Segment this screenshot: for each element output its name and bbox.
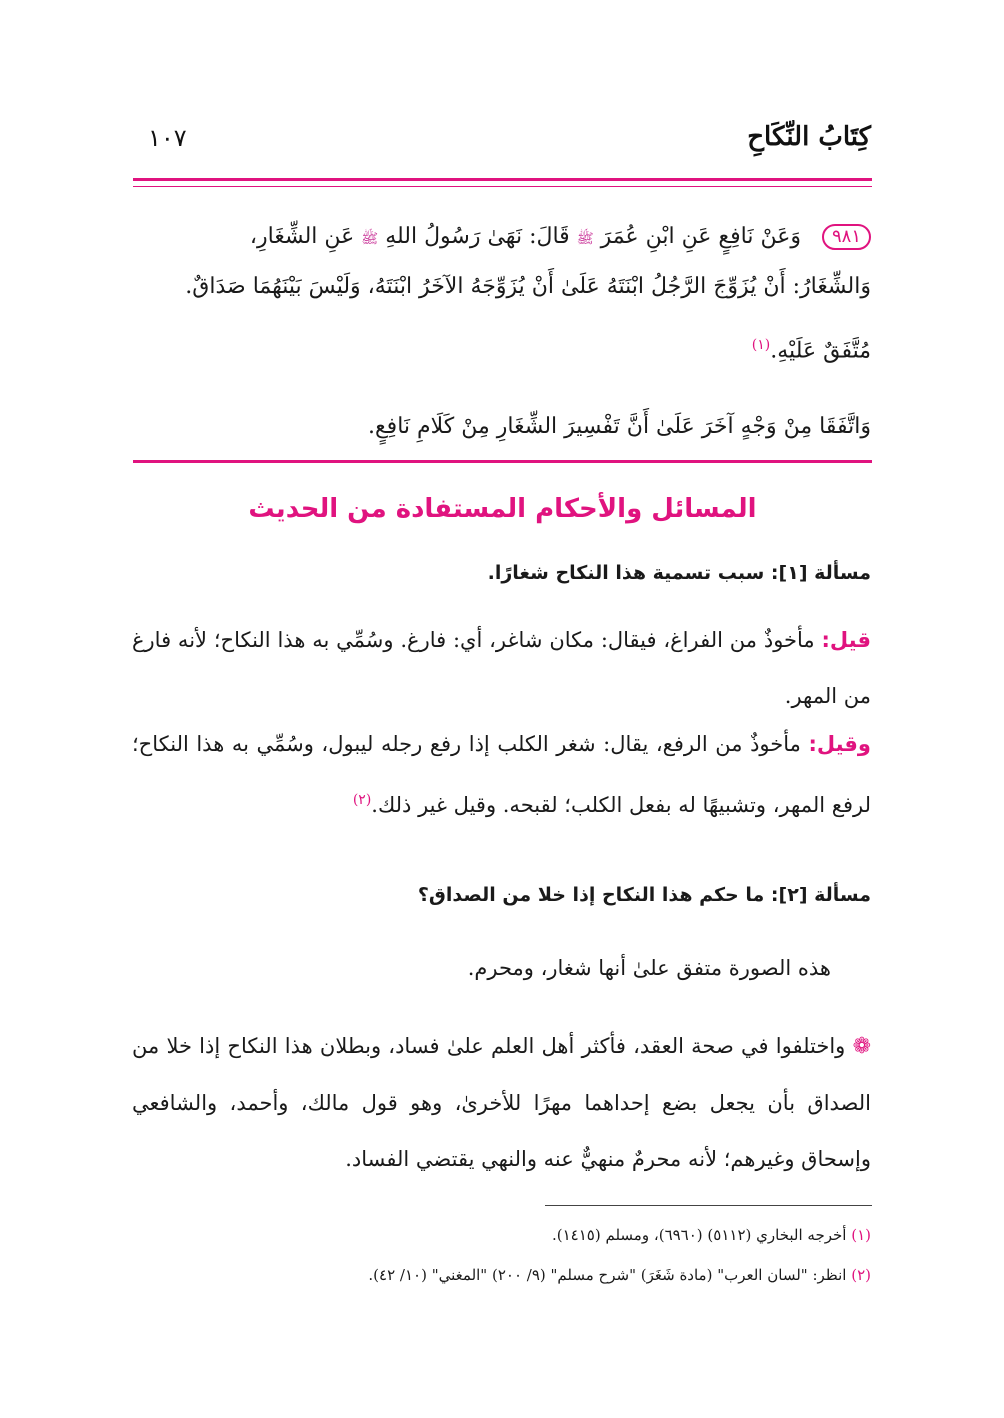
radiya-glyph: ﷺ (576, 231, 594, 247)
section-title: المسائل والأحكام المستفادة من الحديث (248, 494, 757, 524)
hadith-line-4: وَاتَّفَقَا مِنْ وَجْهٍ آخَرَ عَلَىٰ أَنَّ تَفْسِيرَ الشِّغَارِ مِنْ كَلَامِ نَافِعٍ. (367, 414, 871, 439)
footnote-ref: (٢) (352, 792, 372, 808)
footnote-number: (١) (851, 1226, 871, 1244)
question-text: سبب تسمية هذا النكاح شغارًا. (487, 562, 765, 584)
header-rule (133, 178, 872, 181)
salla-glyph: ﷺ (361, 231, 379, 247)
footnote-1 (132, 1226, 871, 1244)
flower-icon: ❁ (852, 1034, 871, 1059)
hadith-text: مُتَّفَقٌ عَلَيْهِ. (770, 338, 871, 364)
keyword: وقيل: (808, 732, 871, 756)
hadith-number-badge: ٩٨١ (822, 224, 871, 250)
page-number: ١٠٧ (148, 124, 187, 152)
hadith-text: وَعَنْ نَافِعٍ عَنِ ابْنِ عُمَرَ (600, 224, 801, 249)
question-1 (132, 562, 871, 584)
question-label: مسألة [١]: (770, 562, 871, 584)
footnote-text: انظر: "لسان العرب" (مادة شَغَرَ) "شرح مسلم" (٩/ ٢٠٠) "المغني" (١٠/ ٤٢). (368, 1266, 847, 1284)
paragraph-text: مأخوذٌ من الرفع، يقال: شغر الكلب إذا رفع رجله ليبول، وسُمِّي به هذا النكاح؛ لرفع المهر، وتشبيهًا له بفعل الكلب؛ لقبحه. وقيل غير ذلك. (132, 732, 871, 817)
header-rule-thin (133, 186, 872, 187)
book-title: كِتَابُ النِّكَاحِ (747, 122, 871, 152)
section-rule (133, 460, 872, 463)
hadith-text: عَنِ الشِّغَارِ، (249, 224, 355, 249)
paragraph-text: واختلفوا في صحة العقد، فأكثر أهل العلم علىٰ فساد، وبطلان هذا النكاح إذا خلا من الصداق بأن يجعل بضع إحداهما مهرًا للأخرىٰ، وهو قول مالك، وأحمد، والشافعي وإسحاق وغيرهم؛ لأنه محرمٌ منهيٌّ عنه والنهي يقتضي الفساد. (132, 1034, 871, 1171)
footnote-text: أخرجه البخاري (٥١١٢) (٦٩٦٠)، ومسلم (١٤١٥). (552, 1226, 847, 1244)
paragraph-4 (132, 1018, 871, 1187)
footnote-ref: (١) (751, 337, 771, 353)
paragraph-2 (132, 716, 871, 833)
question-label: مسألة [٢]: (770, 884, 871, 906)
hadith-text: قَالَ: نَهَىٰ رَسُولُ اللهِ (385, 224, 570, 249)
question-2 (132, 884, 871, 906)
hadith-line-1 (132, 222, 871, 254)
footnote-2 (132, 1266, 871, 1284)
footnote-rule (545, 1205, 872, 1206)
footnote-number: (٢) (851, 1266, 871, 1284)
paragraph-text: مأخوذٌ من الفراغ، فيقال: مكان شاغر، أي: فارغ. وسُمِّي به هذا النكاح؛ لأنه فارغ من المهر. (132, 628, 871, 708)
paragraph-3: هذه الصورة متفق علىٰ أنها شغار، ومحرم. (467, 956, 831, 980)
hadith-line-2: وَالشِّغَارُ: أَنْ يُزَوِّجَ الرَّجُلُ ابْنَتَهُ عَلَىٰ أَنْ يُزَوِّجَهُ الآخَرُ ابْنَتَهُ، وَلَيْسَ بَيْنَهُمَا صَدَاقٌ. (185, 274, 871, 299)
hadith-line-3 (132, 330, 871, 366)
question-text: ما حكم هذا النكاح إذا خلا من الصداق؟ (417, 884, 765, 906)
paragraph-1 (132, 612, 871, 724)
keyword: قيل: (821, 628, 871, 652)
